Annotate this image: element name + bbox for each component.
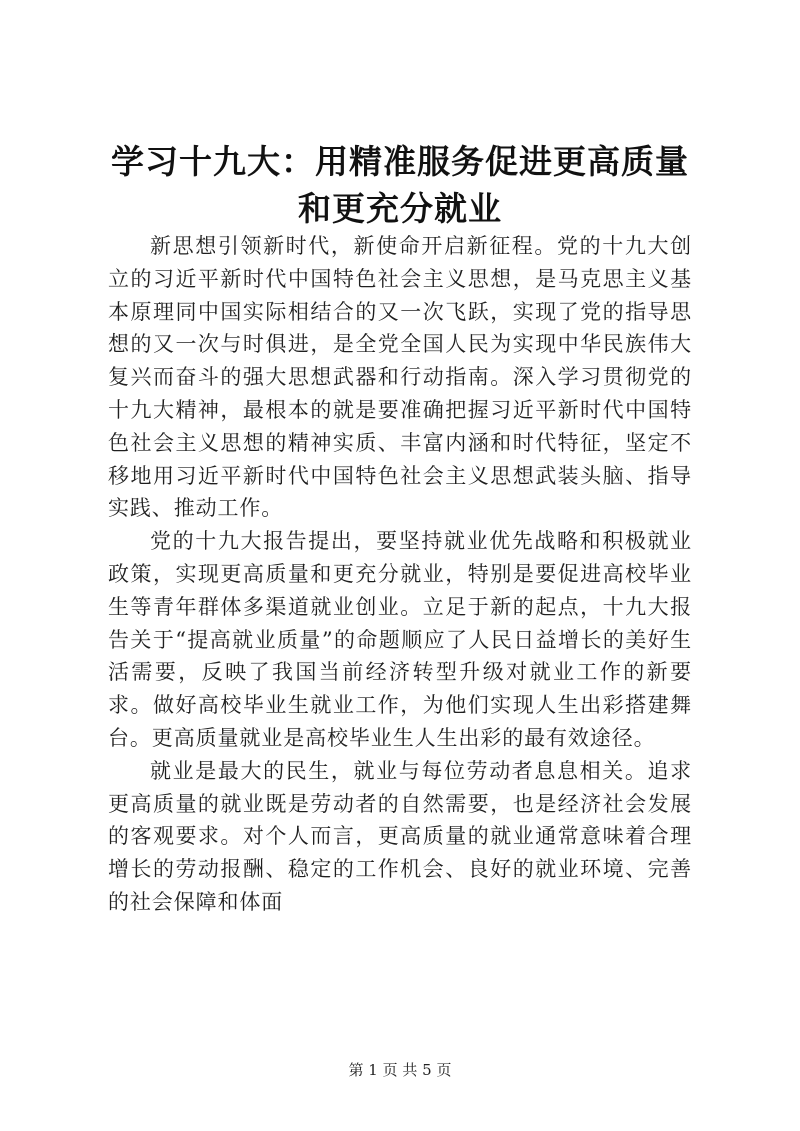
paragraph-1: 新思想引领新时代，新使命开启新征程。党的十九大创立的习近平新时代中国特色社会主义思想，是马克思主义基本原理同中国实际相结合的又一次飞跃，实现了党的指导思想的又一次与时俱进，是全党全国人民为实现中华民族伟大复兴而奋斗的强大思想武器和行动指南。深入学习贯彻党的十九大精神，最根本的就是要准确把握习近平新时代中国特色社会主义思想的精神实质、丰富内涵和时代特征，坚定不移地用习近平新时代中国特色社会主义思想武装头脑、指导实践、推动工作。 <box>108 234 692 521</box>
document-title: 学习十九大：用精准服务促进更高质量和更充分就业 <box>111 142 689 228</box>
paragraph-2: 党的十九大报告提出，要坚持就业优先战略和积极就业政策，实现更高质量和更充分就业，特别是要促进高校毕业生等青年群体多渠道就业创业。立足于新的起点，十九大报告关于“提高就业质量”的命题顺应了人民日益增长的美好生活需要，反映了我国当前经济转型升级对就业工作的新要求。做好高校毕业生就业工作，为他们实现人生出彩搭建舞台。更高质量就业是高校毕业生人生出彩的最有效途径。 <box>108 529 692 750</box>
document-body <box>108 230 692 919</box>
page-number-footer: 第 1 页 共 5 页 <box>348 1061 452 1079</box>
paragraph-3: 就业是最大的民生，就业与每位劳动者息息相关。追求更高质量的就业既是劳动者的自然需要，也是经济社会发展的客观要求。对个人而言，更高质量的就业通常意味着合理增长的劳动报酬、稳定的工作机会、良好的就业环境、完善的社会保障和体面 <box>108 758 692 914</box>
